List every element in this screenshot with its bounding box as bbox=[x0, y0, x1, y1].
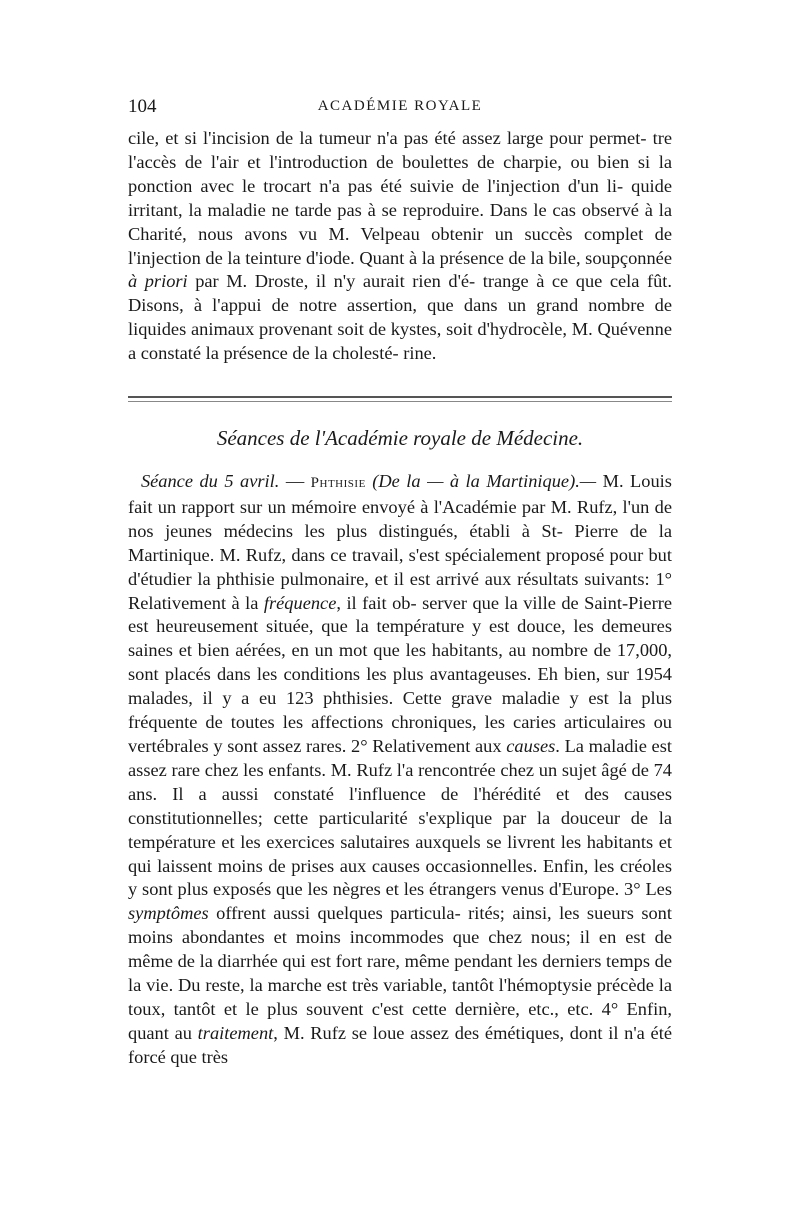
text-line: même pendant les derniers temps de la vie. Du reste, la marche est bbox=[128, 951, 672, 996]
text-line: Enfin, les créoles y sont plus exposés que les nègres et les étrangers bbox=[128, 855, 672, 900]
italic-term: symptômes bbox=[128, 903, 209, 924]
text-line: mot que les habitants, au nombre de 17,000, sont placés dans les bbox=[128, 640, 672, 685]
text-line: habitants et qui laissent moins de prises aux causes occasionnelles. bbox=[128, 831, 672, 876]
text-line: par M. Droste, il n'y aurait rien d'é- bbox=[187, 271, 476, 292]
text-line: M. Louis fait un rapport sur un mémoire envoyé à l'Académie par bbox=[128, 471, 672, 517]
text-line: eu 123 phthisies. Cette grave maladie y est la plus fréquente de toutes bbox=[128, 688, 672, 733]
text-line: les affections chroniques, les caries articulaires ou vertébrales y bbox=[128, 712, 672, 756]
text-line: . La maladie est assez bbox=[128, 735, 672, 780]
text-line: soit d'hydrocèle, M. Quévenne a constaté la présence de la cholesté- bbox=[128, 319, 672, 364]
text-line: tre l'accès de l'air et l'introduction de boulettes de charpie, ou bien bbox=[128, 128, 672, 172]
text-line: dans un grand nombre de liquides animaux provenant soit de kystes, bbox=[128, 295, 672, 340]
text-line: sont assez rares. 2° Relativement aux bbox=[227, 735, 502, 756]
text-line: , bbox=[273, 1022, 278, 1043]
text-line: température y est douce, les demeures saines et bien aérées, en un bbox=[128, 616, 672, 661]
text-line: , il fait ob- bbox=[336, 592, 417, 613]
italic-term: fréquence bbox=[263, 592, 337, 613]
session-date: Séance du 5 avril. bbox=[140, 471, 280, 491]
section-title: Séances de l'Académie royale de Médecine. bbox=[216, 426, 584, 450]
text-line: conditions les plus avantageuses. Eh bien, sur 1954 malades, il y a bbox=[128, 664, 672, 709]
text-line: server que la ville de Saint-Pierre est heureusement située, que la bbox=[128, 592, 672, 637]
text-line: 74 ans. Il a aussi constaté l'influence de l'hérédité et des causes bbox=[128, 759, 672, 804]
session-topic: Phthisie bbox=[310, 475, 366, 491]
section-divider bbox=[128, 396, 672, 398]
text-line: cile, et si l'incision de la tumeur n'a pas été assez large pour permet- bbox=[128, 128, 647, 148]
text-line: trange à ce que cela fût. Disons, à l'appui de notre assertion, que bbox=[128, 271, 673, 316]
continued-paragraph bbox=[128, 127, 672, 366]
running-head: ACADÉMIE ROYALE bbox=[317, 98, 483, 114]
text-line: souvent c'est cette dernière, etc., etc. 4° Enfin, quant au bbox=[128, 998, 672, 1043]
text-line: M. Rufz, l'un de nos jeunes médecins les plus distingués, établi à St- bbox=[128, 496, 672, 541]
text-line: quide irritant, la maladie ne tarde pas à se reproduire. Dans le cas bbox=[128, 175, 672, 220]
page-header bbox=[128, 96, 672, 120]
section-divider-thin bbox=[128, 401, 672, 402]
page-number: 104 bbox=[128, 96, 157, 117]
text-line: constitutionnelles; cette particularité s'explique par la douceur de bbox=[128, 807, 649, 828]
text-line: proposé pour but d'étudier la phthisie pulmonaire, et il est arrivé bbox=[128, 544, 672, 589]
text-line: complet de l'injection de la teinture d'iode. Quant à la présence de bbox=[128, 223, 672, 268]
text-line: aux résultats suivants: 1° Relativement à la bbox=[128, 568, 672, 613]
text-line: Pierre de la Martinique. M. Rufz, dans ce travail, s'est spécialement bbox=[128, 520, 672, 565]
text-line: la température et les exercices salutaires auxquels se livrent les bbox=[128, 807, 672, 852]
text-line: rités; ainsi, les sueurs sont moins abondantes et moins incommodes bbox=[128, 903, 672, 948]
italic-term: traitement bbox=[197, 1022, 274, 1043]
text-line: venus d'Europe. 3° Les bbox=[501, 879, 673, 900]
text-line: rine. bbox=[403, 343, 437, 364]
text-line: que chez nous; il en est de même de la diarrhée qui est fort rare, bbox=[128, 927, 672, 972]
italic-phrase: à priori bbox=[128, 271, 188, 292]
text-line: observé à la Charité, nous avons vu M. Velpeau obtenir un succès bbox=[128, 199, 673, 244]
session-report bbox=[128, 470, 672, 1070]
session-subtopic: (De la — à la Martinique).— bbox=[372, 471, 597, 491]
text-line: offrent aussi quelques particula- bbox=[208, 903, 461, 924]
session-dash: — bbox=[285, 471, 305, 491]
text-line: très variable, tantôt l'hémoptysie précède la toux, tantôt et le plus bbox=[128, 975, 672, 1019]
italic-term: causes bbox=[506, 735, 556, 756]
text-line: la bile, soupçonnée bbox=[530, 247, 672, 268]
text-line: si la ponction avec le trocart n'a pas été suivie de l'injection d'un li- bbox=[128, 151, 672, 196]
text-line: M. Rufz se loue assez des émétiques, dont il n'a été forcé que très bbox=[128, 1022, 672, 1067]
text-line: rare chez les enfants. M. Rufz l'a rencontrée chez un sujet âgé de bbox=[171, 759, 649, 780]
